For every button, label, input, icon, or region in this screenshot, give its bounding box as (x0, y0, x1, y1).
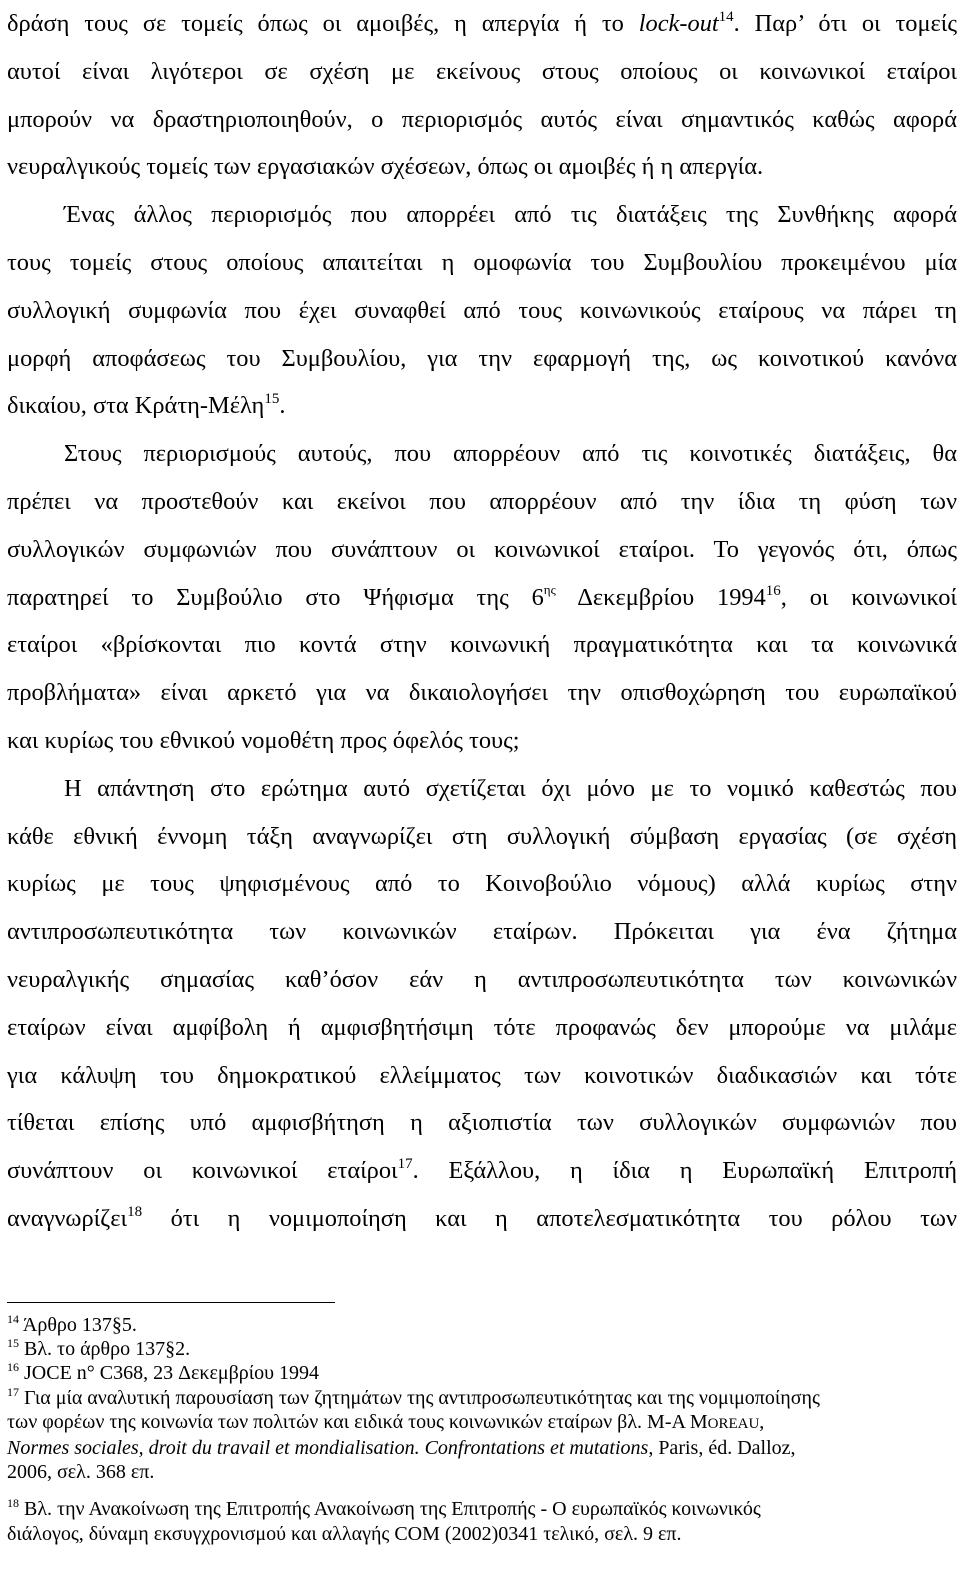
book-title: Normes sociales, droit du travail et mondialisation. Confrontations et mutations (7, 1437, 649, 1460)
footnote-ref-17[interactable]: 17 (397, 1156, 413, 1173)
text-line: συλλογικών συμφωνιών που συνάπτουν οι κοινωνικοί εταίροι. Το γεγονός ότι, όπως (7, 535, 957, 563)
footnote-18: $^{18}$ Βλ. την Ανακοίνωση της Επιτροπής Ανακοίνωση της Επιτροπής - Ο ευρωπαϊκός κοινωνικός (7, 1496, 761, 1521)
footnote-17-line: 2006, σελ. 368 επ. (7, 1461, 155, 1484)
text-line: νευραλγικής σημασίας καθ’όσον εάν η αντιπροσωπευτικότητα των κοινωνικών (7, 965, 957, 993)
main-text (7, 0, 957, 1243)
paragraph-start: Ένας άλλος περιορισμός που απορρέει από τις διατάξεις της Συνθήκης αφορά (64, 201, 957, 229)
footnote-15: $^{15}$ Βλ. το άρθρο 137§2. (7, 1336, 191, 1361)
footnote-ref-18[interactable]: 18 (127, 1203, 143, 1220)
text-line: αυτοί είναι λιγότεροι σε σχέση με εκείνους στους οποίους οι κοινωνικοί εταίροι (7, 57, 957, 85)
document-page (7, 0, 957, 1572)
text-line: μορφή αποφάσεως του Συμβουλίου, για την εφαρμογή της, ως κοινοτικού κανόνα (7, 344, 957, 372)
text-line: προβλήματα» είναι αρκετό για να δικαιολογήσει την οπισθοχώρηση του ευρωπαϊκού (7, 679, 957, 707)
text-line: παρατηρεί το Συμβούλιο στο Ψήφισμα της $6^{\eta\varsigma}$ Δεκεμβρίου 1994$^{16}$, οι κοινωνικοί (7, 581, 957, 611)
text-line: κάθε εθνική έννομη τάξη αναγνωρίζει στη συλλογική σύμβαση εργασίας (σε σχέση (7, 822, 957, 850)
ordinal-suffix: ης (543, 581, 556, 597)
footnotes (7, 1313, 957, 1546)
text-line: συνάπτουν οι κοινωνικοί εταίροι$^{17}$. Εξάλλου, η ίδια η Ευρωπαϊκή Επιτροπή (7, 1156, 958, 1185)
text-line: νευραλγικούς τομείς των εργασιακών σχέσεων, όπως οι αμοιβές ή η απεργία. (7, 153, 764, 181)
text-line: τους τομείς στους οποίους απαιτείται η ομοφωνία του Συμβουλίου προκειμένου μία (7, 248, 957, 276)
footnote-ref-15[interactable]: 15 (264, 391, 280, 408)
text-line: τίθεται επίσης υπό αμφισβήτηση η αξιοπιστία των συλλογικών συμφωνιών που (7, 1109, 957, 1137)
text-line: εταίρων είναι αμφίβολη ή αμφισβητήσιμη τότε προφανώς δεν μπορούμε να μιλάμε (7, 1013, 957, 1041)
footnote-17-line: των φορέων της κοινωνία των πολιτών και ειδικά τους κοινωνικών εταίρων βλ. M-A MOREAU, (7, 1410, 765, 1433)
text-line: δικαίου, στα Κράτη-Μέλη$^{15}$. (7, 391, 286, 420)
italic-term: lock-out (638, 10, 719, 37)
footnote-separator (7, 1302, 335, 1303)
text-line: κυρίως με τους ψηφισμένους από το Κοινοβούλιο νόμους) αλλά κυρίως στην (7, 870, 957, 898)
text-line: μπορούν να δραστηριοποιηθούν, ο περιορισμός αυτός είναι σημαντικός καθώς αφορά (7, 105, 957, 133)
text-line: αναγνωρίζει$^{18}$ ότι η νομιμοποίηση και η αποτελεσματικότητα του ρόλου των (7, 1203, 957, 1232)
footnote-18-line: διάλογος, δύναμη εκσυγχρονισμού και αλλαγής COM (2002)0341 τελικό, σελ. 9 επ. (7, 1522, 682, 1545)
footnote-14: $^{14}$ Άρθρο 137§5. (7, 1312, 137, 1336)
footnote-17: $^{17}$ Για μία αναλυτική παρουσίαση των ζητημάτων της αντιπροσωπευτικότητας και της νομιμοποίησης (7, 1384, 820, 1409)
text-line: για κάλυψη του δημοκρατικού ελλείμματος των κοινοτικών διαδικασιών και τότε (7, 1061, 957, 1089)
footnote-ref-14[interactable]: 14 (718, 9, 734, 25)
footnote-ref-16[interactable]: 16 (765, 582, 781, 599)
footnote-17-line: Normes sociales, droit du travail et mondialisation. Confrontations et mutations, Paris, éd. Dalloz, (7, 1437, 796, 1460)
text-line: δράση τους σε τομείς όπως οι αμοιβές, η απεργία ή το lock-out$^{14}$. Παρ’ ότι οι τομείς (7, 9, 957, 37)
paragraph-start: Στους περιορισμούς αυτούς, που απορρέουν από τις κοινοτικές διατάξεις, θα (64, 440, 957, 468)
text-line: εταίροι «βρίσκονται πιο κοντά στην κοινωνική πραγματικότητα και τα κοινωνικά (7, 631, 957, 659)
text-line: αντιπροσωπευτικότητα των κοινωνικών εταίρων. Πρόκειται για ένα ζήτημα (7, 918, 957, 946)
text-line: συλλογική συμφωνία που έχει συναφθεί από τους κοινωνικούς εταίρους να πάρει τη (7, 296, 957, 324)
paragraph-start: Η απάντηση στο ερώτημα αυτό σχετίζεται όχι μόνο με το νομικό καθεστώς που (64, 774, 957, 802)
text-line: και κυρίως του εθνικού νομοθέτη προς όφελός τους; (7, 726, 520, 754)
text-line: πρέπει να προστεθούν και εκείνοι που απορρέουν από την ίδια τη φύση των (7, 487, 957, 515)
footnote-16: $^{16}$ JOCE n° C368, 23 Δεκεμβρίου 1994 (7, 1360, 320, 1385)
